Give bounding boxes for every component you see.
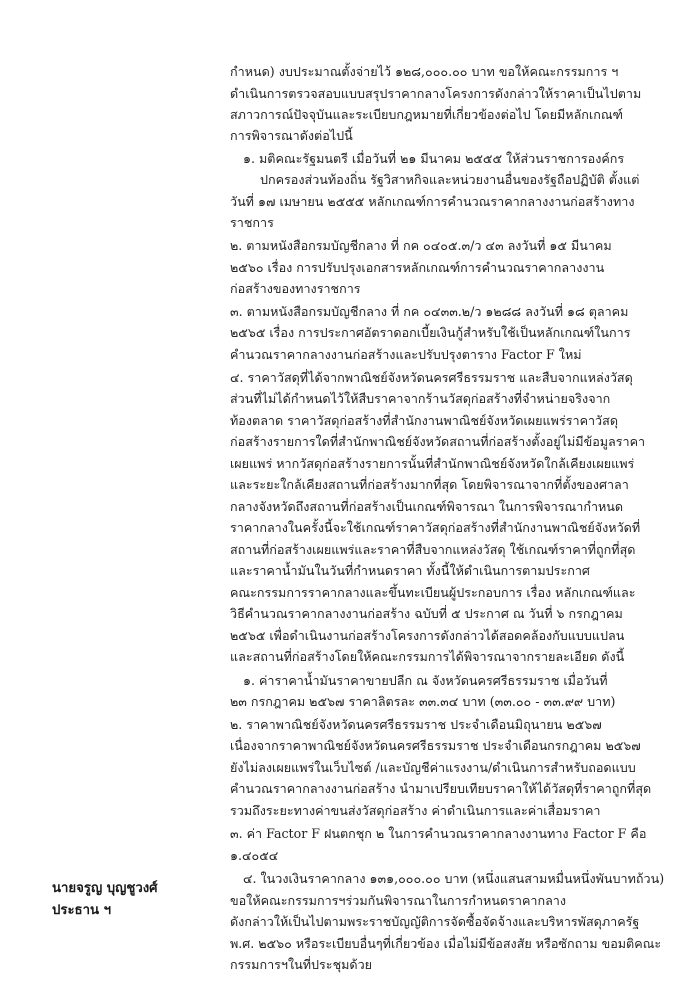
text-line: ๒. ราคาพาณิชย์จังหวัดนครศรีธรรมราช ประจำเดือนมิถุนายน ๒๕๖๗ bbox=[230, 717, 602, 732]
text-line: วิธีคำนวณราคากลางงานก่อสร้าง ฉบับที่ ๕ ประกาศ ณ วันที่ ๖ กรกฎาคม bbox=[230, 606, 623, 621]
text-line: สถานที่ก่อสร้างเผยแพร่และราคาที่สืบจากแหล่งวัสดุ ใช้เกณฑ์ราคาที่ถูกที่สุด bbox=[230, 542, 636, 557]
text-line: ท้องตลาด ราคาวัสดุก่อสร้างที่สำนักงานพาณิชย์จังหวัดเผยแพร่ราคาวัสดุ bbox=[230, 413, 618, 428]
text-line: คำนวณราคากลางงานก่อสร้าง นำมาเปรียบเทียบราคาให้ได้วัสดุที่ราคาถูกที่สุด bbox=[230, 781, 652, 796]
text-line: ก่อสร้างของทางราชการ bbox=[230, 281, 361, 296]
text-line: ราชการ bbox=[230, 215, 274, 230]
text-line: ๒๕๖๐ เรื่อง การปรับปรุงเอกสารหลักเกณฑ์การคำนวณราคากลางงาน bbox=[230, 260, 605, 275]
speaker-title: ประธาน ฯ bbox=[52, 903, 112, 918]
text-line: ๑. มติคณะรัฐมนตรี เมื่อวันที่ ๒๑ มีนาคม ๒๕๕๕ ให้ส่วนราชการองค์กร bbox=[243, 151, 625, 166]
text-line: เนื่องจากราคาพาณิชย์จังหวัดนครศรีธรรมราช ประจำเดือนกรกฎาคม ๒๕๖๗ bbox=[230, 738, 641, 753]
text-line: ส่วนที่ไม่ได้กำหนดไว้ให้สืบราคาจากร้านวัสดุก่อสร้างที่จำหน่ายจริงจาก bbox=[230, 391, 611, 406]
text-line: การพิจารณาดังต่อไปนี้ bbox=[230, 128, 353, 143]
text-line: กลางจังหวัดถึงสถานที่ก่อสร้างเป็นเกณฑ์พิจารณา ในการพิจารณากำหนด bbox=[230, 499, 624, 514]
text-line: ๒๕๖๕ เพื่อดำเนินงานก่อสร้างโครงการดังกล่าวได้สอดคล้องกับแบบแปลน bbox=[230, 628, 625, 643]
text-line: ๑. ค่าราคาน้ำมันราคาขายปลีก ณ จังหวัดนครศรีธรรมราช เมื่อวันที่ bbox=[243, 673, 608, 688]
text-line: วันที่ ๑๗ เมษายน ๒๕๕๕ หลักเกณฑ์การคำนวณราคากลางงานก่อสร้างทาง bbox=[230, 194, 635, 209]
text-line: สภาวการณ์ปัจจุบันและระเบียบกฎหมายที่เกี่ยวข้องต่อไป โดยมีหลักเกณฑ์ bbox=[230, 107, 623, 122]
text-line: คำนวณราคากลางงานก่อสร้างและปรับปรุงตาราง Factor F ใหม่ bbox=[230, 347, 582, 362]
text-line: ๔. ราคาวัสดุที่ได้จากพาณิชย์จังหวัดนครศรีธรรมราช และสืบจากแหล่งวัสดุ bbox=[230, 370, 633, 385]
speaker-name: นายจรูญ บุญชูวงศ์ bbox=[52, 881, 158, 896]
text-line: กำหนด) งบประมาณตั้งจ่ายไว้ ๑๒๘,๐๐๐.๐๐ บาท ขอให้คณะกรรมการ ฯ bbox=[230, 64, 619, 79]
text-line: คณะกรรมการราคากลางและขึ้นทะเบียนผู้ประกอบการ เรื่อง หลักเกณฑ์และ bbox=[230, 585, 636, 600]
text-line: ดำเนินการตรวจสอบแบบสรุปราคากลางโครงการดังกล่าวให้ราคาเป็นไปตาม bbox=[230, 86, 642, 101]
text-line: ๒. ตามหนังสือกรมบัญชีกลาง ที่ กค ๐๔๐๕.๓/ว ๔๓ ลงวันที่ ๑๕ มีนาคม bbox=[230, 238, 612, 253]
text-line: ๓. ค่า Factor F ฝนตกชุก ๒ ในการคำนวณราคากลางงานทาง Factor F คือ bbox=[230, 826, 647, 841]
text-line: ดังกล่าวให้เป็นไปตามพระราชบัญญัติการจัดซื้อจัดจ้างและบริหารพัสดุภาครัฐ bbox=[230, 914, 640, 929]
text-line: ปกครองส่วนท้องถิ่น รัฐวิสาหกิจและหน่วยงานอื่นของรัฐถือปฏิบัติ ตั้งแต่ bbox=[260, 172, 640, 187]
text-line: ๒๕๖๕ เรื่อง การประกาศอัตราดอกเบี้ยเงินกู้สำหรับใช้เป็นหลักเกณฑ์ในการ bbox=[230, 325, 631, 340]
text-line: และระยะใกล้เคียงสถานที่ก่อสร้างมากที่สุด โดยพิจารณาจากที่ตั้งของศาลา bbox=[230, 477, 629, 492]
text-line: ๔. ในวงเงินราคากลาง ๑๓๑,๐๐๐.๐๐ บาท (หนึ่งแสนสามหมื่นหนึ่งพันบาทถ้วน) bbox=[243, 871, 665, 886]
text-line: ๓. ตามหนังสือกรมบัญชีกลาง ที่ กค ๐๔๓๓.๒/ว ๑๒๘๘ ลงวันที่ ๑๘ ตุลาคม bbox=[230, 304, 629, 319]
text-line: ๒๓ กรกฎาคม ๒๕๖๗ ราคาลิตรละ ๓๓.๓๔ บาท (๓๓.๐๐ - ๓๓.๙๙ บาท) bbox=[230, 694, 616, 709]
text-line: พ.ศ. ๒๕๖๐ หรือระเบียบอื่นๆที่เกี่ยวข้อง เมื่อไม่มีข้อสงสัย หรือซักถาม ขอมติคณะ bbox=[230, 936, 662, 951]
text-line: และสถานที่ก่อสร้างโดยให้คณะกรรมการได้พิจารณาจากรายละเอียด ดังนี้ bbox=[230, 649, 625, 664]
text-line: ขอให้คณะกรรมการฯร่วมกันพิจารณาในการกำหนดราคากลาง bbox=[230, 893, 567, 908]
text-line: ก่อสร้างรายการใดที่สำนักพาณิชย์จังหวัดสถานที่ก่อสร้างตั้งอยู่ไม่มีข้อมูลราคา bbox=[230, 434, 646, 449]
text-line: กรรมการฯในที่ประชุมด้วย bbox=[230, 957, 373, 972]
text-line: รวมถึงระยะทางค่าขนส่งวัสดุก่อสร้าง ค่าดำเนินการและค่าเสื่อมราคา bbox=[230, 803, 601, 818]
text-line: ราคากลางในครั้งนี้จะใช้เกณฑ์ราคาวัสดุก่อสร้างที่สำนักงานพาณิชย์จังหวัดที่ bbox=[230, 520, 641, 535]
text-line: เผยแพร่ หากวัสดุก่อสร้างรายการนั้นที่สำนักพาณิชย์จังหวัดใกล้เคียงเผยแพร่ bbox=[230, 456, 635, 471]
text-line: ยังไม่ลงเผยแพร่ในเว็บไซต์ /และบัญชีค่าแรงงาน/ดำเนินการสำหรับถอดแบบ bbox=[230, 760, 636, 775]
text-line: ๑.๔๐๕๔ bbox=[230, 848, 279, 863]
text-line: และราคาน้ำมันในวันที่กำหนดราคา ทั้งนี้ให้ดำเนินการตามประกาศ bbox=[230, 563, 590, 578]
